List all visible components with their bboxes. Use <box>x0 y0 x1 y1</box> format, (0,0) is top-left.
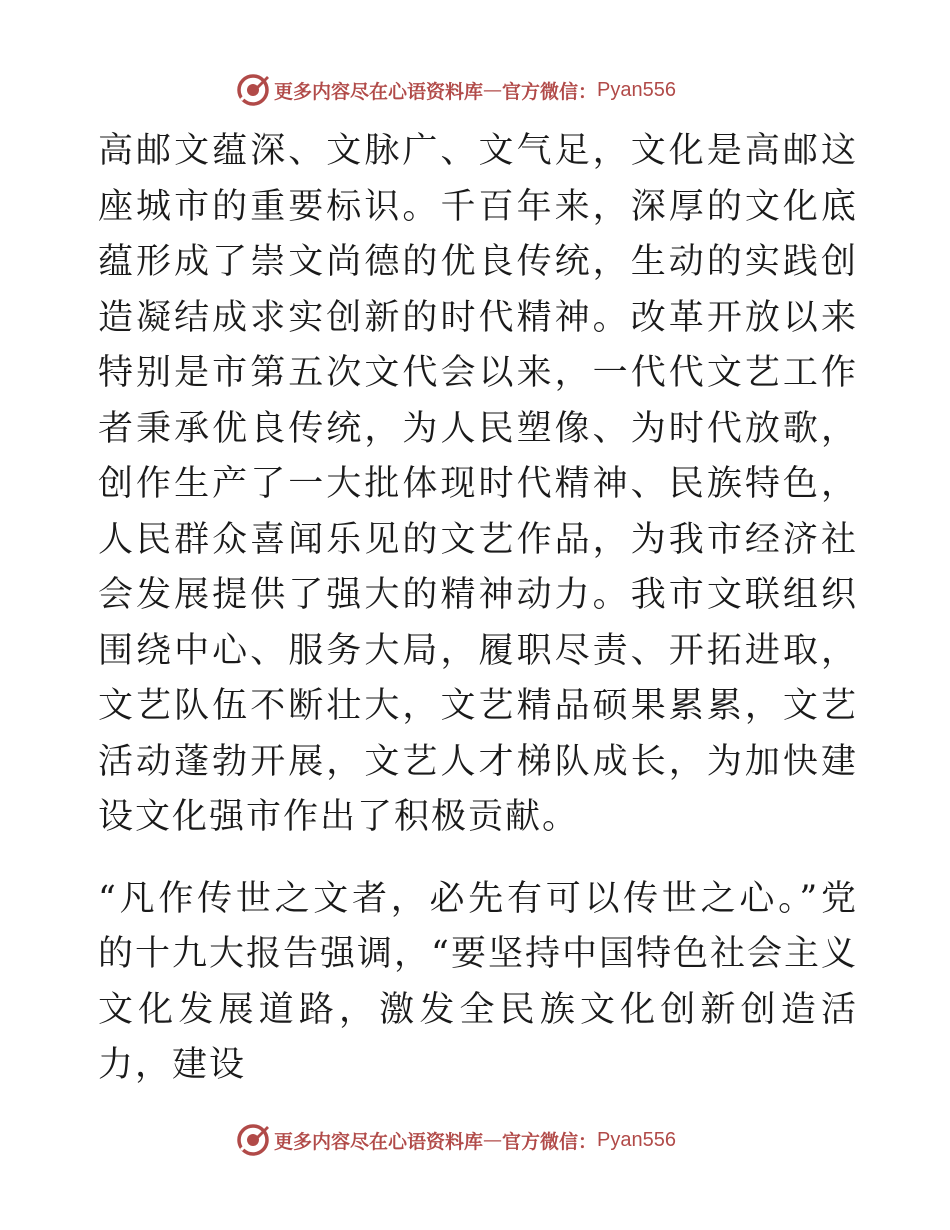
quill-logo-icon <box>236 1123 270 1157</box>
footer-title: 更多内容尽在心语资料库 <box>274 1130 484 1153</box>
footer-separator: — <box>483 1129 503 1151</box>
footer-wechat-id: Pyan556 <box>597 1128 676 1151</box>
paragraph-gap <box>98 846 858 872</box>
paragraph-1: 高邮文蕴深、文脉广、文气足，文化是高邮这座城市的重要标识。千百年来，深厚的文化底蕴形成了崇文尚德的优良传统，生动的实践创造凝结成求实创新的时代精神。改革开放以来特别是市第五次文代会以来，一代代文艺工作者秉承优良传统，为人民塑像、为时代放歌，创作生产了一大批体现时代精神、民族特色，人民群众喜闻乐见的文艺作品，为我市经济社会发展提供了强大的精神动力。我市文联组织围绕中心、服务大局，履职尽责、开拓进取，文艺队伍不断壮大，文艺精品硕果累累，文艺活动蓬勃开展，文艺人才梯队成长，为加快建设文化强市作出了积极贡献。 <box>98 131 858 837</box>
footer-banner <box>0 1120 950 1160</box>
banner-wechat-label: 官方微信： <box>502 80 598 103</box>
document-body <box>98 124 858 1094</box>
quill-logo-icon <box>236 73 270 107</box>
paragraph-2: “凡作传世之文者，必先有可以传世之心。”党的十九大报告强调，“要坚持中国特色社会主义文化发展道路，激发全民族文化创新创造活力，建设 <box>98 878 858 1085</box>
banner-separator: — <box>483 79 503 101</box>
banner-wechat-id: Pyan556 <box>597 78 676 101</box>
footer-wechat-label: 官方微信： <box>502 1130 598 1153</box>
header-banner <box>0 70 950 110</box>
banner-title: 更多内容尽在心语资料库 <box>274 80 484 103</box>
